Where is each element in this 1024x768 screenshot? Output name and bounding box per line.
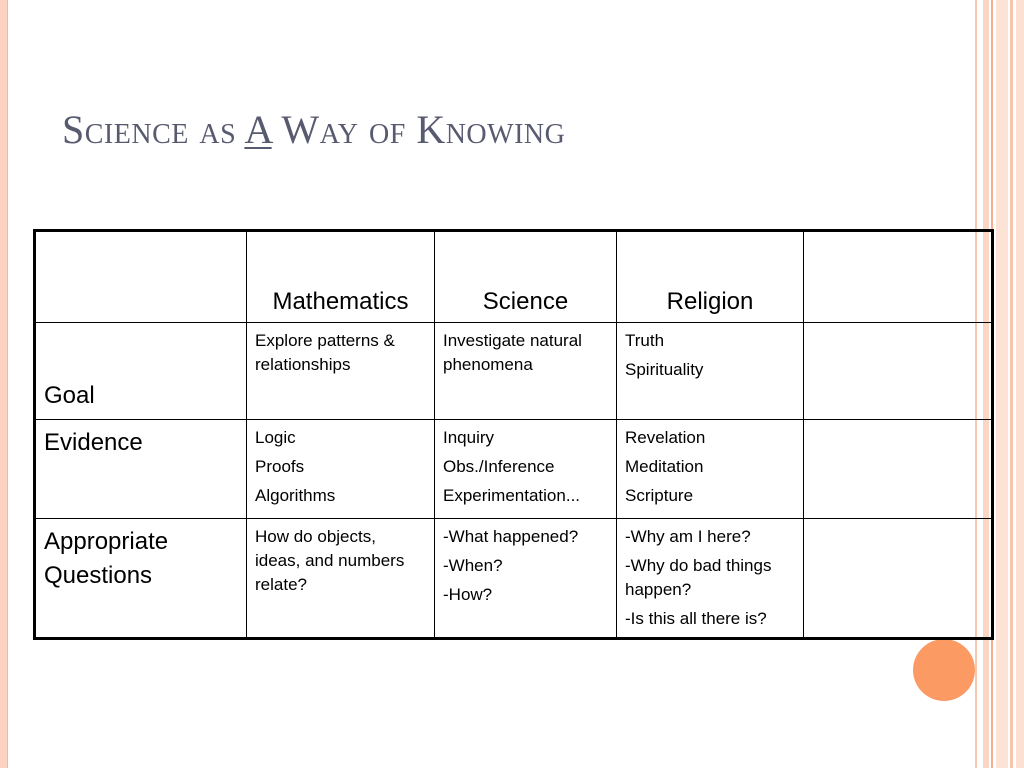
cell-line: Proofs bbox=[255, 457, 305, 476]
row-label-questions: Appropriate Questions bbox=[35, 519, 247, 639]
cell-line: Experimentation... bbox=[443, 486, 581, 505]
title-part: Way of Knowing bbox=[271, 107, 566, 152]
right-border-stripe bbox=[1010, 0, 1013, 768]
cell-questions-empty bbox=[804, 519, 993, 639]
cell-evidence-empty bbox=[804, 420, 993, 519]
right-border-stripe bbox=[996, 0, 1008, 768]
left-border-line bbox=[7, 0, 8, 768]
cell-line: How do objects, ideas, and numbers relate? bbox=[255, 527, 405, 594]
cell-goal-science bbox=[435, 323, 617, 420]
cell-evidence-religion bbox=[617, 420, 804, 519]
header-cell-empty bbox=[35, 231, 247, 323]
cell-line: Revelation bbox=[625, 428, 706, 447]
cell-line: Meditation bbox=[625, 457, 704, 476]
header-cell-mathematics: Mathematics bbox=[247, 231, 435, 323]
row-label-goal: Goal bbox=[35, 323, 247, 420]
header-cell-science: Science bbox=[435, 231, 617, 323]
cell-line: -What happened? bbox=[443, 527, 579, 546]
cell-line: -Is this all there is? bbox=[625, 609, 767, 628]
cell-line: Inquiry bbox=[443, 428, 495, 447]
cell-line: Obs./Inference bbox=[443, 457, 555, 476]
cell-line: Scripture bbox=[625, 486, 694, 505]
cell-questions-religion bbox=[617, 519, 804, 639]
cell-line: -Why am I here? bbox=[625, 527, 751, 546]
title-underlined-word: A bbox=[244, 107, 272, 152]
cell-line: -How? bbox=[443, 585, 493, 604]
cell-line: Investigate natural phenomena bbox=[443, 331, 582, 374]
cell-line: Spirituality bbox=[625, 360, 704, 379]
header-cell-empty bbox=[804, 231, 993, 323]
cell-line: Logic bbox=[255, 428, 296, 447]
left-border-stripe bbox=[0, 0, 7, 768]
header-cell-religion: Religion bbox=[617, 231, 804, 323]
table-row-evidence bbox=[35, 420, 993, 519]
cell-evidence-science bbox=[435, 420, 617, 519]
cell-line: Truth bbox=[625, 331, 665, 350]
comparison-table bbox=[33, 229, 994, 640]
decorative-circle bbox=[913, 639, 975, 701]
cell-evidence-mathematics bbox=[247, 420, 435, 519]
title-part: Science as bbox=[62, 107, 245, 152]
cell-line: Explore patterns & relationships bbox=[255, 331, 395, 374]
row-label-evidence: Evidence bbox=[35, 420, 247, 519]
cell-questions-mathematics bbox=[247, 519, 435, 639]
cell-goal-mathematics bbox=[247, 323, 435, 420]
cell-goal-religion bbox=[617, 323, 804, 420]
table-row-goal bbox=[35, 323, 993, 420]
cell-line: -Why do bad things happen? bbox=[625, 556, 772, 599]
right-border-stripe bbox=[1016, 0, 1024, 768]
table-header-row bbox=[35, 231, 993, 323]
cell-questions-science bbox=[435, 519, 617, 639]
table-row-questions bbox=[35, 519, 993, 639]
slide-title bbox=[62, 106, 565, 153]
cell-line: Algorithms bbox=[255, 486, 336, 505]
cell-goal-empty bbox=[804, 323, 993, 420]
cell-line: -When? bbox=[443, 556, 503, 575]
